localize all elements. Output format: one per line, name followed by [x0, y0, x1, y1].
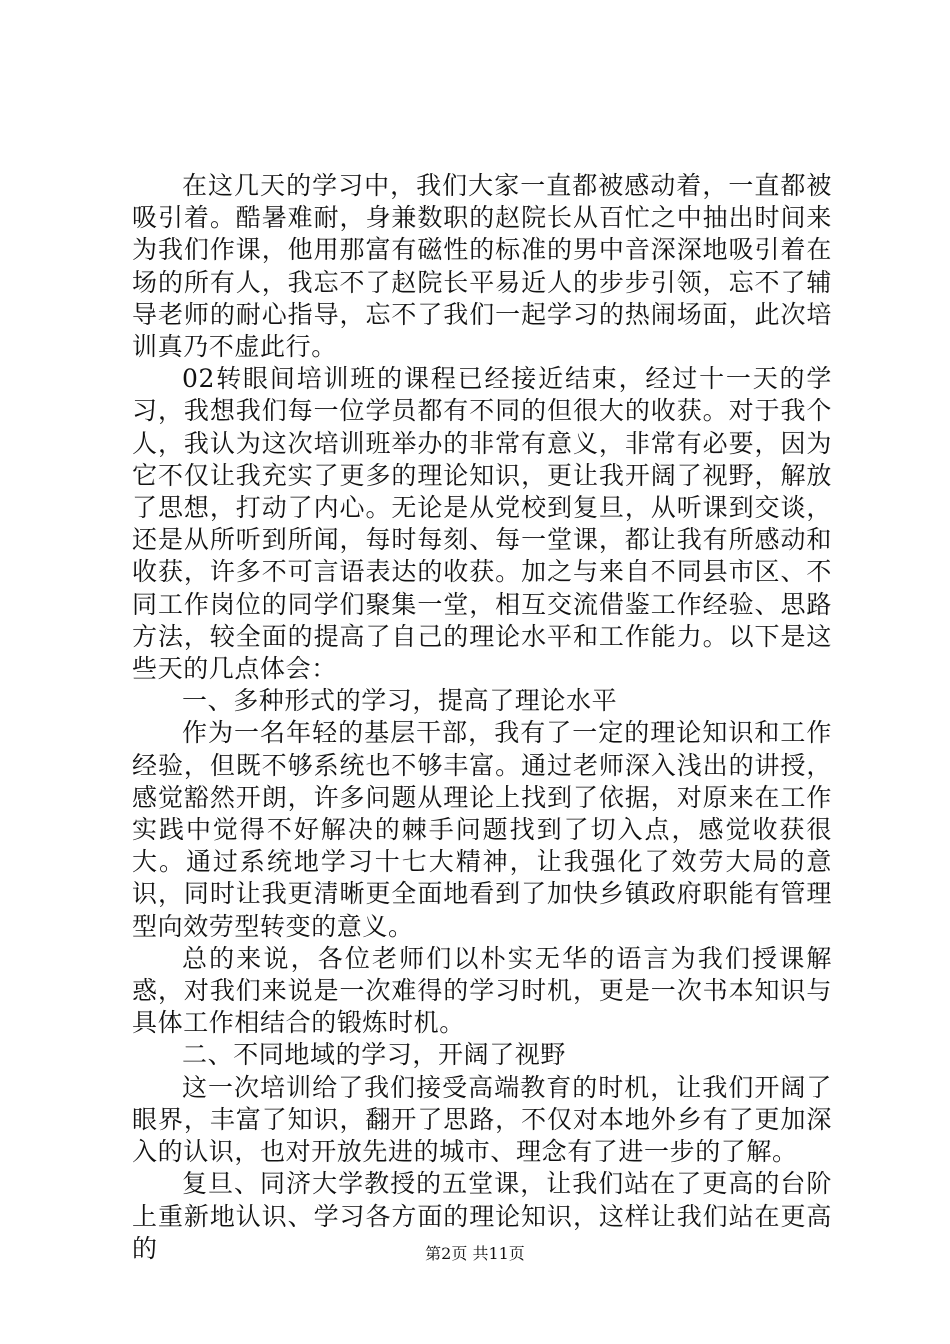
- section-heading-horizons: 二、不同地域的学习，开阔了视野: [182, 1040, 567, 1070]
- section-heading-theory: 一、多种形式的学习，提高了理论水平: [182, 686, 618, 716]
- paragraph-study-impressions: 在这几天的学习中，我们大家一直都被感动着，一直都被吸引着。酷暑难耐，身兼数职的赵院长从百忙之中抽出时间来为我们作课，他用那富有磁性的标准的男中音深深地吸引着在场的所有人，我忘不了赵院长平易近人的步步引领，忘不了辅导老师的耐心指导，忘不了我们一起学习的热闹场面，此次培训真乃不虚此行。: [132, 171, 832, 362]
- paragraph-horizons: 这一次培训给了我们接受高端教育的时机，让我们开阔了眼界，丰富了知识，翻开了思路，不仅对本地外乡有了更加深入的认识，也对开放先进的城市、理念有了进一步的了解。: [132, 1072, 832, 1167]
- page-footer: 第2页 共11页: [425, 1244, 525, 1263]
- paragraph-theory-learning: 作为一名年轻的基层干部，我有了一定的理论知识和工作经验，但既不够系统也不够丰富。通过老师深入浅出的讲授，感觉豁然开朗，许多问题从理论上找到了依据，对原来在工作实践中觉得不好解决的棘手问题找到了切入点，感觉收获很大。通过系统地学习十七大精神，让我强化了效劳大局的意识，同时让我更清晰更全面地看到了加快乡镇政府职能有管理型向效劳型转变的意义。: [132, 718, 832, 941]
- paragraph-university-lectures: 复旦、同济大学教授的五堂课，让我们站在了更高的台阶上重新地认识、学习各方面的理论知识，这样让我们站在更高的: [132, 1169, 832, 1263]
- document-body: [132, 170, 832, 1265]
- paragraph-training-summary: 02转眼间培训班的课程已经接近结束，经过十一天的学习，我想我们每一位学员都有不同的但很大的收获。对于我个人，我认为这次培训班举办的非常有意义，非常有必要，因为它不仅让我充实了更多的理论知识，更让我开阔了视野，解放了思想，打动了内心。无论是从党校到复旦，从听课到交谈，还是从所听到所闻，每时每刻、每一堂课，都让我有所感动和收获，许多不可言语表达的收获。加之与来自不同县市区、不同工作岗位的同学们聚集一堂，相互交流借鉴工作经验、思路方法，较全面的提高了自己的理论水平和工作能力。以下是这些天的几点体会：: [132, 364, 832, 684]
- paragraph-teachers-summary: 总的来说，各位老师们以朴实无华的语言为我们授课解惑，对我们来说是一次难得的学习时机，更是一次书本知识与具体工作相结合的锻炼时机。: [132, 943, 832, 1038]
